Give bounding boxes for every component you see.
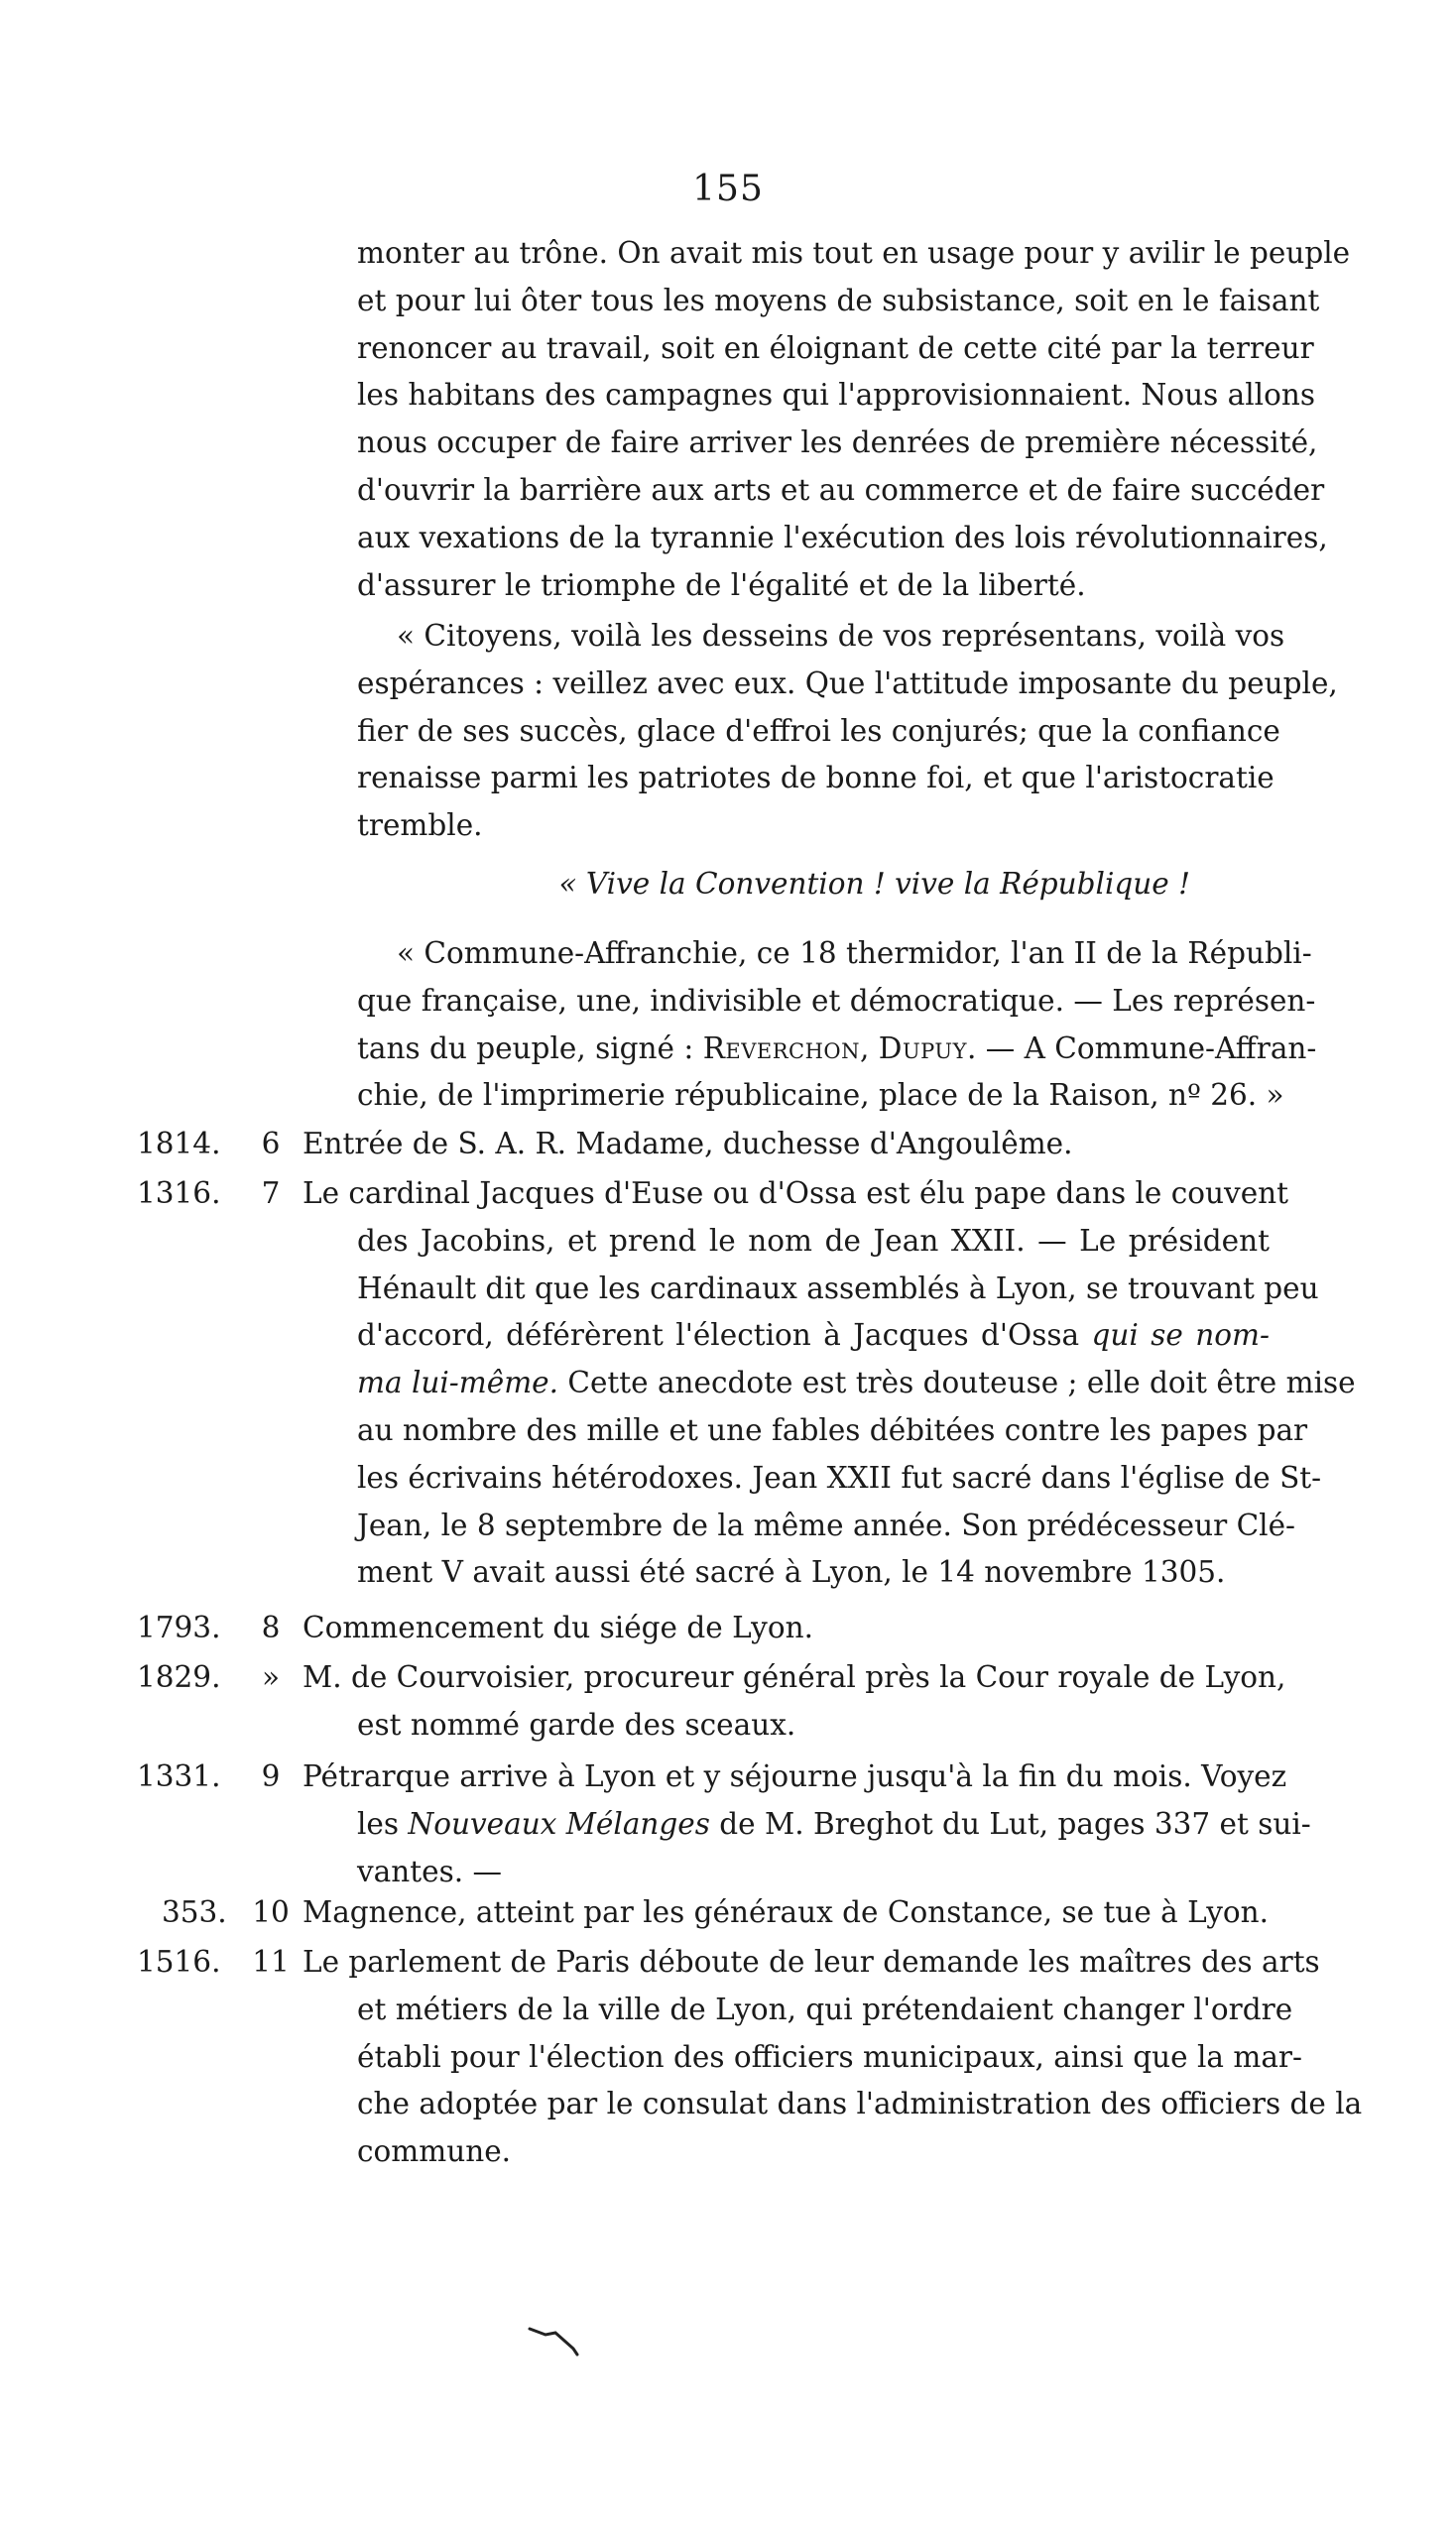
- entry-day: 11: [252, 1945, 290, 1979]
- text-line: renaisse parmi les patriotes de bonne foi, et que l'aristocratie: [357, 761, 1274, 795]
- entry-day: 9: [261, 1759, 281, 1793]
- text-span: tans du peuple, signé :: [357, 1030, 703, 1065]
- entry-year: 1814.: [137, 1127, 221, 1160]
- text-span: d'accord, déférèrent l'élection à Jacques d'Ossa: [357, 1318, 1092, 1353]
- text-line: Hénault dit que les cardinaux assemblés à Lyon, se trouvant peu: [357, 1270, 1319, 1305]
- entry-day: »: [261, 1660, 281, 1694]
- italic-quote: qui se nom-: [1091, 1318, 1271, 1353]
- text-line: Entrée de S. A. R. Madame, duchesse d'Angoulême.: [303, 1127, 1073, 1160]
- entry-text: [303, 1170, 1356, 1597]
- entry-day: 8: [261, 1611, 281, 1644]
- text-line: et pour lui ôter tous les moyens de subsistance, soit en le faisant: [357, 283, 1320, 317]
- ink-smudge-mark: [526, 2321, 585, 2360]
- text-line: Le cardinal Jacques d'Euse ou d'Ossa est élu pape dans le couvent: [303, 1176, 1289, 1210]
- text-line: [303, 1801, 1311, 1849]
- text-line: « Citoyens, voilà les desseins de vos représentans, voilà vos: [397, 619, 1285, 653]
- text-line: et métiers de la ville de Lyon, qui prétendaient changer l'ordre: [357, 1992, 1293, 2026]
- text-line: les écrivains hétérodoxes. Jean XXII fut sacré dans l'église de St-: [357, 1460, 1322, 1495]
- italic-quote: ma lui-même.: [357, 1366, 559, 1400]
- text-line: chie, de l'imprimerie républicaine, place de la Raison, nº 26. »: [357, 1078, 1284, 1113]
- entry-text: [303, 1121, 1270, 1168]
- text-span: . — A Commune-Affran-: [966, 1030, 1317, 1065]
- text-line: commune.: [357, 2134, 512, 2169]
- text-line: « Commune-Affranchie, ce 18 thermidor, l'an II de la Républi-: [397, 936, 1312, 970]
- text-line: ment V avait aussi été sacré à Lyon, le 14 novembre 1305.: [357, 1555, 1226, 1590]
- text-line: aux vexations de la tyrannie l'exécution des lois révolutionnaires,: [357, 520, 1328, 554]
- text-line: Jean, le 8 septembre de la même année. Son prédécesseur Clé-: [357, 1508, 1296, 1542]
- entry-year: 1829.: [137, 1660, 221, 1694]
- page-number: 155: [692, 169, 764, 209]
- text-line: che adoptée par le consulat dans l'administration des officiers de la: [357, 2087, 1363, 2121]
- text-line: Pétrarque arrive à Lyon et y séjourne jusqu'à la fin du mois. Voyez: [303, 1759, 1287, 1793]
- text-line: que française, une, indivisible et démocratique. — Les représen-: [357, 983, 1316, 1018]
- text-line: nous occuper de faire arriver les denrées de première nécessité,: [357, 425, 1318, 460]
- text-line: Magnence, atteint par les généraux de Constance, se tue à Lyon.: [303, 1895, 1270, 1929]
- text-line: tremble.: [357, 808, 483, 843]
- text-span: ,: [860, 1030, 879, 1065]
- text-line: M. de Courvoisier, procureur général près la Cour royale de Lyon,: [303, 1660, 1286, 1694]
- text-line: est nommé garde des sceaux.: [357, 1707, 796, 1742]
- entry-text: [303, 1939, 1363, 2176]
- entry-year: 353.: [162, 1895, 227, 1929]
- text-line: des Jacobins, et prend le nom de Jean XXII. — Le président: [357, 1223, 1270, 1258]
- text-line: [303, 1360, 1356, 1407]
- text-line: renoncer au travail, soit en éloignant de cette cité par la terreur: [357, 330, 1314, 365]
- entry-text: [303, 1654, 1286, 1750]
- entry-day: 6: [261, 1127, 281, 1160]
- text-line: d'ouvrir la barrière aux arts et au commerce et de faire succéder: [357, 472, 1325, 507]
- entry-day: 10: [252, 1895, 290, 1929]
- proclamation-slogan: [357, 861, 1270, 908]
- proclamation-paragraph-3: [357, 930, 1317, 1120]
- signatory-name: Reverchon: [702, 1030, 861, 1065]
- text-span: de M. Breghot du Lut, pages 337 et sui-: [709, 1806, 1311, 1841]
- text-line: au nombre des mille et une fables débitées contre les papes par: [357, 1412, 1308, 1447]
- entry-year: 1316.: [137, 1176, 221, 1210]
- entry-text: [303, 1605, 1270, 1652]
- text-span: les: [357, 1806, 409, 1841]
- entry-year: 1793.: [137, 1611, 221, 1644]
- text-line: espérances : veillez avec eux. Que l'attitude imposante du peuple,: [357, 666, 1338, 700]
- text-line: d'assurer le triomphe de l'égalité et de la liberté.: [357, 567, 1086, 602]
- entry-text: [303, 1754, 1311, 1895]
- entry-year: 1331.: [137, 1759, 221, 1793]
- text-line: vantes. —: [357, 1854, 502, 1888]
- italic-title: Nouveaux Mélanges: [408, 1806, 710, 1841]
- text-line: les habitans des campagnes qui l'approvisionnaient. Nous allons: [357, 378, 1315, 413]
- text-span: Cette anecdote est très douteuse ; elle doit être mise: [558, 1366, 1356, 1400]
- entry-year: 1516.: [137, 1945, 221, 1979]
- entry-day: 7: [261, 1176, 281, 1210]
- text-line: [357, 1026, 1317, 1073]
- text-line: fier de ses succès, glace d'effroi les conjurés; que la confiance: [357, 713, 1280, 748]
- text-line: Le parlement de Paris déboute de leur demande les maîtres des arts: [303, 1945, 1320, 1979]
- text-line: établi pour l'élection des officiers municipaux, ainsi que la mar-: [357, 2039, 1302, 2074]
- text-line: Commencement du siége de Lyon.: [303, 1611, 813, 1644]
- text-line: [303, 1312, 1270, 1360]
- entry-text: [303, 1889, 1270, 1937]
- signatory-name: Dupuy: [878, 1030, 967, 1065]
- slogan-line: « Vive la Convention ! vive la République !: [558, 867, 1190, 901]
- proclamation-paragraph-1: [357, 230, 1351, 609]
- proclamation-paragraph-2: [357, 613, 1338, 850]
- text-line: monter au trône. On avait mis tout en usage pour y avilir le peuple: [357, 236, 1351, 270]
